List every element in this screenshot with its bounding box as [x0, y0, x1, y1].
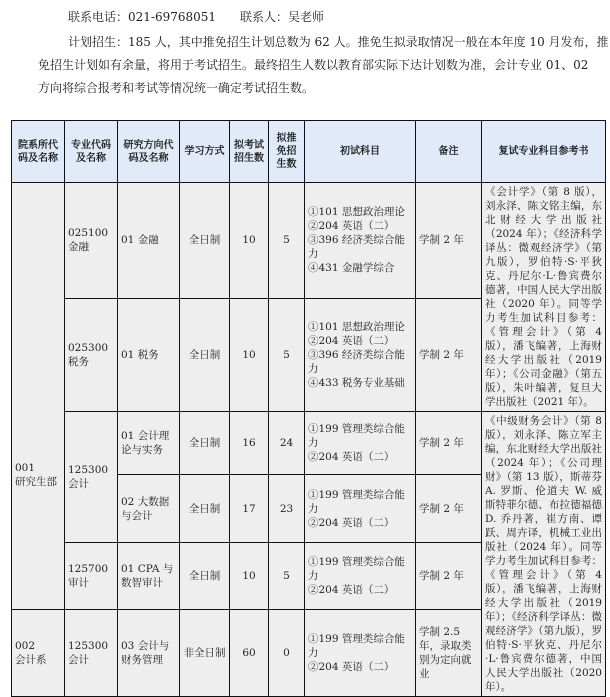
- study-mode-cell: 全日制: [180, 183, 230, 299]
- direction-cell: 01 税务: [118, 298, 180, 411]
- table-row: [12, 412, 606, 475]
- subject-item: ②204 英语（二）: [308, 451, 395, 464]
- header-direction: 研究方向代码及名称: [118, 121, 180, 183]
- header-exempt-quota: 拟推免招生数: [269, 121, 305, 183]
- department-name: 研究生部: [15, 475, 57, 488]
- note-cell: 学制 2 年: [416, 183, 482, 299]
- exempt-quota-cell: 24: [269, 412, 305, 475]
- subject-item: ①199 管理类综合能力: [308, 632, 405, 659]
- table-row: [12, 183, 606, 299]
- reference-books-cell: 《会计学》（第 8 版），刘永泽、陈文铭主编，东北财经大学出版社（2024 年）；《经济科学译丛：微观经济学》（第九版），罗伯特·S·平狄克、丹尼尔·L·鲁宾费尔德著，中国人民大学出版社（2020 年）。同等学力考生加试科目参考：《管理会计》（第 4 版），潘飞编著，上海财经大学出版社（2019 年）；《公司金融》（第五版），朱叶编著，复旦大学出版社（2021 年）。: [482, 183, 606, 412]
- major-name: 金融: [68, 241, 89, 254]
- direction-cell: 01 金融: [118, 183, 180, 299]
- subject-item: ②204 英语（二）: [308, 220, 395, 233]
- exempt-quota-cell: 23: [269, 475, 305, 543]
- major-code: 025300: [68, 341, 109, 354]
- header-exam-quota: 拟考试招生数: [230, 121, 269, 183]
- header-department: 院系所代码及名称: [12, 121, 65, 183]
- major-cell: [65, 609, 118, 696]
- header-study-mode: 学习方式: [180, 121, 230, 183]
- exempt-quota-cell: 0: [269, 609, 305, 696]
- subjects-cell: [305, 183, 416, 299]
- major-code: 125300: [68, 464, 109, 477]
- study-mode-cell: 全日制: [180, 543, 230, 610]
- direction-cell: 01 会计理论与实务: [118, 412, 180, 475]
- note-cell: 学制 2 年: [416, 298, 482, 411]
- plan-line-3: 方向将综合报考和考试等情况统一确定考试招生数。: [38, 81, 315, 95]
- department-code: 001: [15, 461, 36, 474]
- subject-item: ②204 英语（二）: [308, 660, 395, 673]
- department-cell: [12, 183, 65, 610]
- major-code: 125700: [68, 563, 109, 576]
- subject-item: ④431 金融学综合: [308, 262, 395, 275]
- subjects-cell: [305, 412, 416, 475]
- major-code: 025100: [68, 227, 109, 240]
- major-cell: [65, 183, 118, 299]
- direction-cell: 03 会计与财务管理: [118, 609, 180, 696]
- department-code: 002: [15, 639, 36, 652]
- subject-item: ②204 英语（二）: [308, 334, 395, 347]
- study-mode-cell: 全日制: [180, 412, 230, 475]
- direction-cell: 01 CPA 与数智审计: [118, 543, 180, 610]
- direction-cell: 02 大数据与会计: [118, 475, 180, 543]
- subject-item: ③396 经济类综合能力: [308, 234, 405, 261]
- subject-item: ①101 思想政治理论: [308, 206, 405, 219]
- note-cell: 学制 2 年: [416, 475, 482, 543]
- exam-quota-cell: 16: [230, 412, 269, 475]
- subject-item: ②204 英语（二）: [308, 516, 395, 529]
- department-cell: [12, 609, 65, 696]
- subject-item: ①199 管理类综合能力: [308, 488, 405, 515]
- subject-item: ①199 管理类综合能力: [308, 423, 405, 450]
- note-cell: 学制 2 年: [416, 412, 482, 475]
- contact-phone: 联系电话：021-69768051: [68, 10, 217, 24]
- major-cell: [65, 543, 118, 610]
- department-name: 会计系: [15, 653, 47, 666]
- subject-item: ②204 英语（二）: [308, 584, 395, 597]
- study-mode-cell: 全日制: [180, 298, 230, 411]
- note-cell: 学制 2 年: [416, 543, 482, 610]
- header-initial-subjects: 初试科目: [305, 121, 416, 183]
- exam-quota-cell: 10: [230, 298, 269, 411]
- subject-item: ④433 税务专业基础: [308, 376, 405, 389]
- exempt-quota-cell: 5: [269, 298, 305, 411]
- major-code: 125300: [68, 639, 109, 652]
- subjects-cell: [305, 475, 416, 543]
- study-mode-cell: 全日制: [180, 475, 230, 543]
- exam-quota-cell: 17: [230, 475, 269, 543]
- reference-books-cell: 《中级财务会计》（第 8 版），刘永泽、陈立军主编，东北财经大学出版社（2024 年）；《公司理财》（第 13 版），斯蒂芬 A. 罗斯、伦道夫 W. 威斯特菲尔德、布拉德福德 D. 乔丹著，崔方南、谭跃、周卉译，机械工业出版社（2024 年）。同等学力考生加试科目参考：《管理会计》（第 4 版），潘飞编著，上海财经大学出版社（2019 年）；《经济科学译丛：微观经济学》（第九版），罗伯特·S·平狄克、丹尼尔·L·鲁宾费尔德著，中国人民大学出版社（2020 年）。: [482, 412, 606, 697]
- header-notes: 备注: [416, 121, 482, 183]
- exempt-quota-cell: 5: [269, 543, 305, 610]
- subjects-cell: [305, 298, 416, 411]
- major-name: 会计: [68, 653, 89, 666]
- exempt-quota-cell: 5: [269, 183, 305, 299]
- major-name: 会计: [68, 478, 89, 491]
- note-cell: 学制 2.5 年，录取类别为定向就业: [416, 609, 482, 696]
- study-mode-cell: 非全日制: [180, 609, 230, 696]
- header-row: [12, 121, 606, 183]
- plan-line-1: 计划招生：185 人，其中推免招生计划总数为 62 人。推免生拟录取情况一般在本年度 10 月发布，推: [68, 35, 609, 49]
- major-name: 审计: [68, 577, 89, 590]
- header-reference-books: 复试专业科目参考书: [482, 121, 606, 183]
- subject-item: ①199 管理类综合能力: [308, 556, 405, 583]
- exam-quota-cell: 10: [230, 543, 269, 610]
- subject-item: ①101 思想政治理论: [308, 320, 405, 333]
- exam-quota-cell: 10: [230, 183, 269, 299]
- major-cell: [65, 412, 118, 543]
- exam-quota-cell: 60: [230, 609, 269, 696]
- subjects-cell: [305, 543, 416, 610]
- contact-person: 联系人：吴老师: [240, 10, 325, 24]
- subject-item: ③396 经济类综合能力: [308, 348, 405, 375]
- header-major: 专业代码及名称: [65, 121, 118, 183]
- plan-line-2: 免招生计划如有余量，将用于考试招生。最终招生人数以教育部实际下达计划数为准，会计专业 01、02: [38, 58, 589, 72]
- major-name: 税务: [68, 355, 89, 368]
- major-cell: [65, 298, 118, 411]
- admissions-table: [11, 120, 606, 697]
- subjects-cell: [305, 609, 416, 696]
